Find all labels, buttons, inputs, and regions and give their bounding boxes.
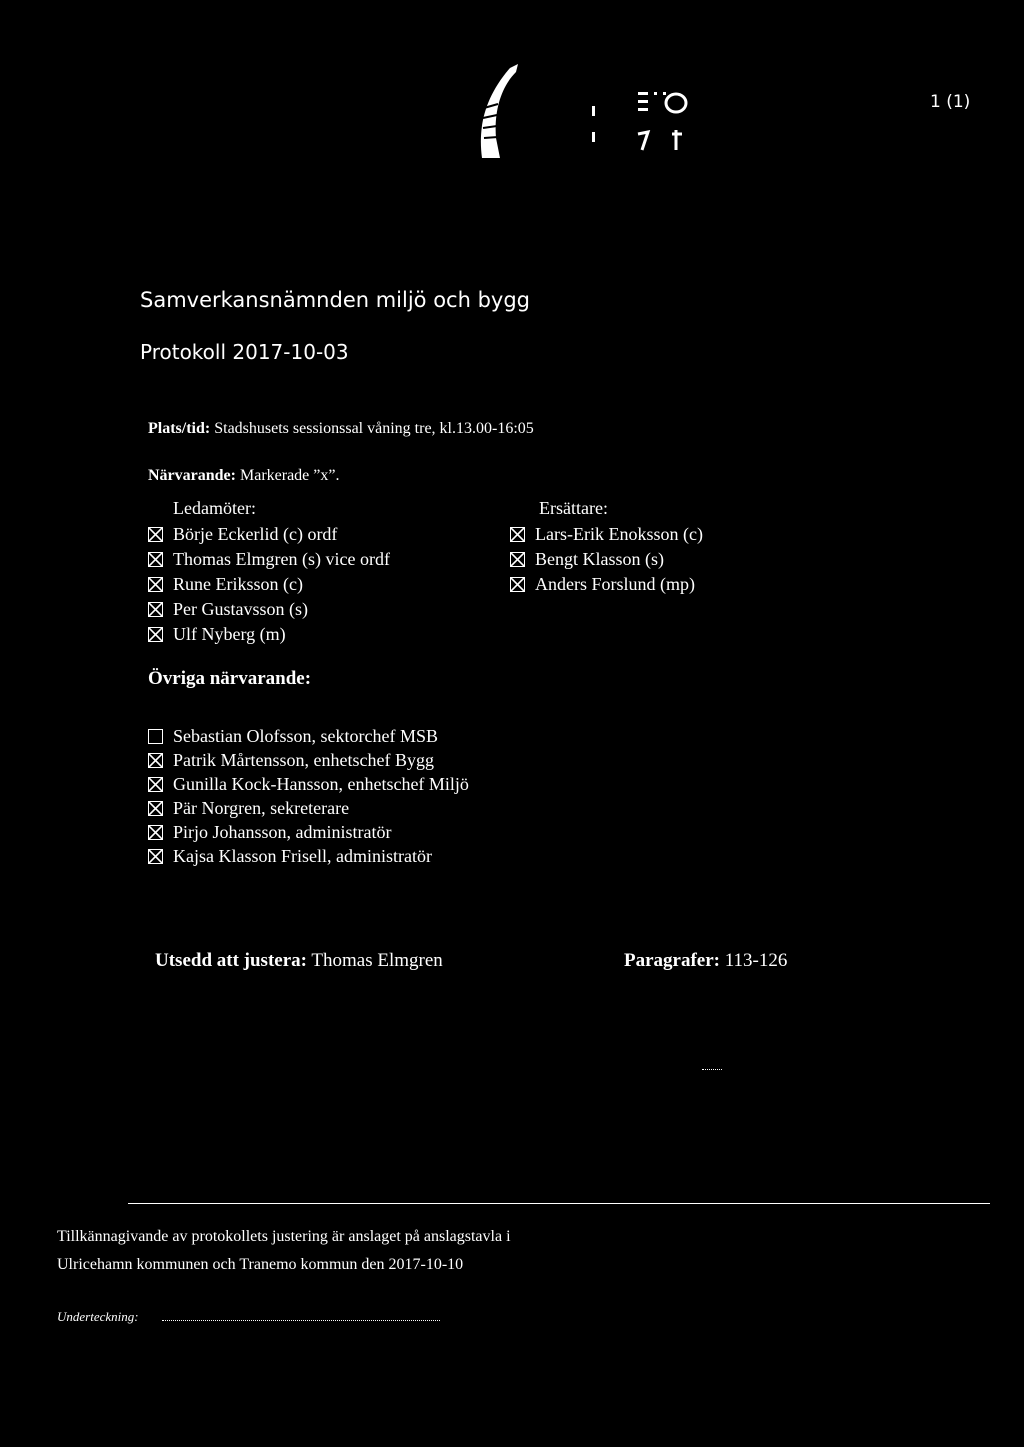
paragraphs-label: Paragrafer: (624, 950, 720, 971)
checked-checkbox-icon[interactable] (148, 801, 163, 816)
checked-checkbox-icon[interactable] (148, 825, 163, 840)
checked-checkbox-icon[interactable] (148, 753, 163, 768)
dotted-mark (702, 1069, 722, 1070)
attendee-row-name: Sebastian Olofsson, sektorchef MSB (173, 726, 438, 746)
place-time-line (148, 420, 534, 438)
attendee-row-name: Pirjo Johansson, administratör (173, 822, 392, 842)
divider (128, 1203, 990, 1204)
checked-checkbox-icon[interactable] (510, 577, 525, 592)
substitutes-heading: Ersättare: (539, 498, 608, 518)
member-row-name: Thomas Elmgren (s) vice ordf (173, 549, 390, 569)
members-heading: Ledamöter: (173, 498, 256, 518)
member-row (148, 599, 308, 620)
place-value: Stadshusets sessionssal våning tre, kl.13.00-16:05 (214, 420, 534, 437)
substitute-row-name: Lars-Erik Enoksson (c) (535, 524, 703, 544)
paragraphs-line (624, 950, 787, 972)
member-row (148, 574, 303, 595)
adjuster-value: Thomas Elmgren (311, 950, 443, 971)
checked-checkbox-icon[interactable] (510, 527, 525, 542)
present-label: Närvarande: (148, 467, 236, 484)
member-row (148, 624, 286, 645)
present-line (148, 467, 339, 485)
checked-checkbox-icon[interactable] (148, 777, 163, 792)
place-label: Plats/tid: (148, 420, 211, 437)
checked-checkbox-icon[interactable] (148, 577, 163, 592)
substitute-row (510, 574, 695, 595)
attendee-row-name: Pär Norgren, sekreterare (173, 798, 350, 818)
substitute-row (510, 549, 664, 570)
adjuster-label: Utsedd att justera: (155, 950, 307, 971)
checked-checkbox-icon[interactable] (148, 602, 163, 617)
municipality-logo (470, 58, 710, 173)
others-heading: Övriga närvarande: (148, 668, 312, 689)
attendee-row (148, 846, 432, 867)
page-number: 1 (1) (930, 92, 971, 112)
member-row-name: Per Gustavsson (s) (173, 599, 308, 619)
member-row (148, 524, 337, 545)
checked-checkbox-icon[interactable] (148, 527, 163, 542)
signature-label: Underteckning: (57, 1309, 139, 1324)
member-row-name: Ulf Nyberg (m) (173, 624, 286, 644)
present-value: Markerade ”x”. (239, 467, 340, 484)
checked-checkbox-icon[interactable] (148, 849, 163, 864)
checked-checkbox-icon[interactable] (148, 552, 163, 567)
attendee-row (148, 726, 438, 747)
member-row-name: Rune Eriksson (c) (173, 574, 303, 594)
unchecked-checkbox-icon[interactable] (148, 729, 163, 744)
member-row-name: Börje Eckerlid (c) ordf (173, 524, 338, 544)
attendee-row (148, 798, 349, 819)
member-row (148, 549, 390, 570)
checked-checkbox-icon[interactable] (510, 552, 525, 567)
attendee-row (148, 750, 434, 771)
document-title: Samverkansnämnden miljö och bygg (140, 288, 531, 312)
signature-line[interactable] (162, 1320, 440, 1321)
substitute-row (510, 524, 703, 545)
attendee-row-name: Gunilla Kock-Hansson, enhetschef Miljö (173, 774, 469, 794)
attendee-row-name: Kajsa Klasson Frisell, administratör (173, 846, 432, 866)
substitute-row-name: Bengt Klasson (s) (535, 549, 664, 569)
substitute-row-name: Anders Forslund (mp) (535, 574, 695, 594)
notice-line-1: Tillkännagivande av protokollets justering är anslaget på anslagstavla i (57, 1228, 511, 1245)
notice-line-2: Ulricehamn kommunen och Tranemo kommun den 2017-10-10 (57, 1256, 464, 1273)
checked-checkbox-icon[interactable] (148, 627, 163, 642)
paragraphs-value: 113-126 (724, 950, 788, 971)
document-subtitle: Protokoll 2017-10-03 (140, 340, 349, 364)
attendee-row-name: Patrik Mårtensson, enhetschef Bygg (173, 750, 434, 770)
attendee-row (148, 774, 469, 795)
adjuster-line (155, 950, 443, 972)
attendee-row (148, 822, 392, 843)
